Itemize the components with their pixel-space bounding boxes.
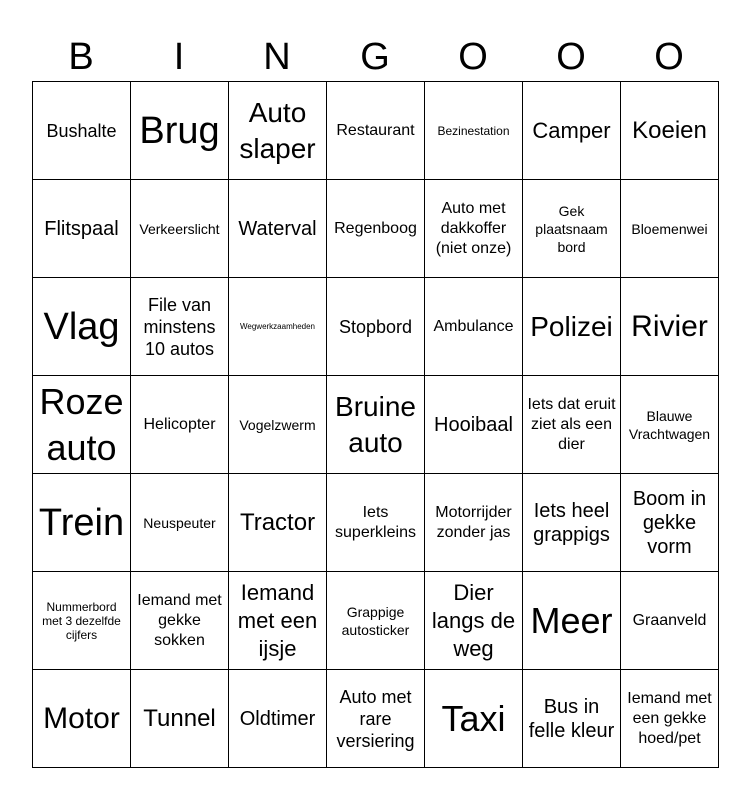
cell-label: Meer	[530, 599, 613, 641]
bingo-cell[interactable]	[621, 474, 719, 572]
bingo-cell[interactable]	[33, 572, 131, 670]
bingo-cell[interactable]	[621, 82, 719, 180]
cell-label: Grappige autosticker	[341, 603, 410, 638]
header-letter: G	[360, 36, 390, 78]
bingo-grid	[32, 81, 719, 768]
header-letter: B	[68, 36, 94, 78]
cell-label: Vogelzwerm	[239, 416, 316, 433]
cell-label: Blauwe Vrachtwagen	[628, 407, 711, 442]
cell-label: Taxi	[441, 697, 506, 739]
bingo-cell[interactable]	[425, 180, 523, 278]
bingo-cell[interactable]	[327, 474, 425, 572]
cell-label: Restaurant	[336, 121, 415, 139]
bingo-cell[interactable]	[425, 278, 523, 376]
cell-label: Verkeerslicht	[139, 220, 220, 237]
bingo-cell[interactable]	[425, 376, 523, 474]
bingo-cell[interactable]	[523, 474, 621, 572]
cell-label: Brug	[139, 109, 220, 152]
cell-label: Ambulance	[433, 317, 514, 335]
bingo-cell[interactable]	[425, 474, 523, 572]
cell-label: Auto slaper	[239, 96, 316, 164]
cell-label: Roze auto	[39, 380, 124, 468]
bingo-cell[interactable]	[621, 572, 719, 670]
cell-label: Koeien	[632, 116, 707, 144]
cell-label: Boom in gekke vorm	[632, 487, 707, 558]
bingo-cell[interactable]	[131, 82, 229, 180]
cell-label: Regenboog	[334, 219, 417, 237]
bingo-cell[interactable]	[131, 376, 229, 474]
bingo-cell[interactable]	[33, 180, 131, 278]
cell-label: Auto met dakkoffer (niet onze)	[435, 199, 512, 257]
bingo-cell[interactable]	[327, 180, 425, 278]
cell-label: Bloemenwei	[631, 220, 708, 237]
header-letter: O	[654, 36, 684, 78]
bingo-cell[interactable]	[33, 82, 131, 180]
bingo-cell[interactable]	[621, 180, 719, 278]
bingo-cell[interactable]	[523, 572, 621, 670]
cell-label: Wegwerkzaamheden	[239, 321, 315, 331]
cell-label: Waterval	[238, 217, 317, 240]
header-letter: O	[556, 36, 586, 78]
bingo-cell[interactable]	[131, 474, 229, 572]
bingo-cell[interactable]	[621, 376, 719, 474]
bingo-cell[interactable]	[131, 180, 229, 278]
bingo-cell[interactable]	[523, 376, 621, 474]
cell-label: Camper	[532, 117, 611, 143]
bingo-cell[interactable]	[131, 572, 229, 670]
cell-label: Iemand met een gekke hoed/pet	[627, 689, 712, 747]
cell-label: Nummerbord met 3 dezelfde cijfers	[42, 599, 121, 642]
bingo-cell[interactable]	[33, 376, 131, 474]
bingo-cell[interactable]	[33, 670, 131, 768]
cell-label: Trein	[38, 501, 125, 544]
cell-label: Graanveld	[632, 611, 707, 629]
cell-label: Tractor	[239, 508, 316, 536]
bingo-cell[interactable]	[425, 82, 523, 180]
cell-label: File van minstens 10 autos	[143, 294, 216, 359]
bingo-cell[interactable]	[229, 278, 327, 376]
cell-label: Flitspaal	[44, 217, 119, 240]
bingo-header	[32, 34, 718, 80]
bingo-cell[interactable]	[523, 278, 621, 376]
bingo-cell[interactable]	[229, 82, 327, 180]
bingo-cell[interactable]	[621, 278, 719, 376]
bingo-cell[interactable]	[33, 278, 131, 376]
bingo-cell[interactable]	[131, 670, 229, 768]
cell-label: Gek plaatsnaam bord	[535, 202, 608, 255]
cell-label: Iets superkleins	[335, 503, 416, 541]
bingo-cell[interactable]	[327, 278, 425, 376]
bingo-cell[interactable]	[425, 572, 523, 670]
bingo-cell[interactable]	[229, 376, 327, 474]
cell-label: Stopbord	[338, 316, 413, 337]
cell-label: Oldtimer	[239, 707, 316, 730]
cell-label: Bezinestation	[437, 123, 510, 138]
cell-label: Dier langs de weg	[431, 579, 516, 661]
cell-label: Rivier	[631, 309, 708, 343]
bingo-cell[interactable]	[621, 670, 719, 768]
bingo-cell[interactable]	[523, 82, 621, 180]
cell-label: Motor	[43, 701, 120, 735]
bingo-cell[interactable]	[425, 670, 523, 768]
bingo-cell[interactable]	[229, 572, 327, 670]
cell-label: Helicopter	[143, 415, 216, 433]
cell-label: Motorrijder zonder jas	[435, 503, 512, 541]
cell-label: Iemand met een ijsje	[237, 579, 318, 661]
bingo-cell[interactable]	[229, 670, 327, 768]
bingo-cell[interactable]	[523, 670, 621, 768]
cell-label: Bushalte	[46, 120, 117, 141]
bingo-cell[interactable]	[229, 474, 327, 572]
bingo-cell[interactable]	[327, 670, 425, 768]
bingo-cell[interactable]	[523, 180, 621, 278]
header-letter: N	[263, 36, 291, 78]
cell-label: Iets dat eruit ziet als een dier	[527, 395, 616, 453]
cell-label: Neuspeuter	[143, 514, 216, 531]
bingo-cell[interactable]	[327, 82, 425, 180]
cell-label: Bus in felle kleur	[528, 695, 615, 742]
header-letter: O	[458, 36, 488, 78]
cell-label: Bruine auto	[335, 390, 416, 458]
bingo-cell[interactable]	[131, 278, 229, 376]
bingo-cell[interactable]	[327, 572, 425, 670]
bingo-cell[interactable]	[229, 180, 327, 278]
cell-label: Iemand met gekke sokken	[137, 591, 222, 649]
cell-label: Tunnel	[143, 704, 216, 732]
bingo-cell[interactable]	[33, 474, 131, 572]
cell-label: Hooibaal	[434, 413, 513, 436]
header-letter: I	[173, 36, 185, 78]
cell-label: Vlag	[43, 305, 120, 348]
cell-label: Iets heel grappigs	[533, 499, 610, 546]
cell-label: Auto met rare versiering	[336, 686, 415, 751]
bingo-cell[interactable]	[327, 376, 425, 474]
cell-label: Polizei	[530, 310, 613, 342]
